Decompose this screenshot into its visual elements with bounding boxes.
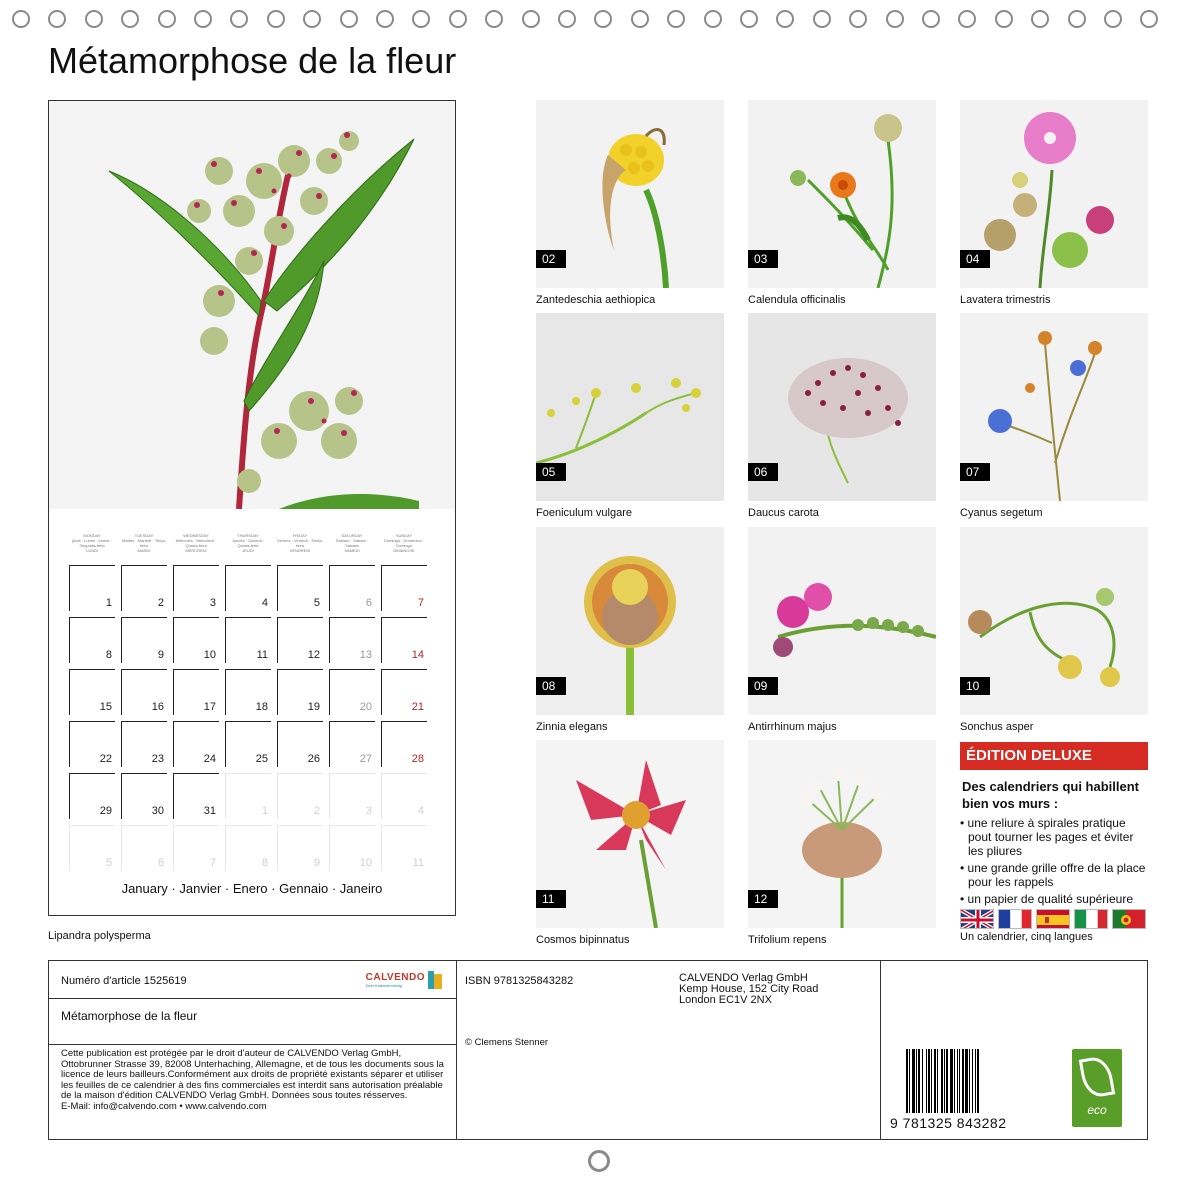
calendar-day-cell xyxy=(173,825,219,871)
contact-text: E-Mail: info@calvendo.com • www.calvendo.com xyxy=(61,1100,267,1112)
thumbnail-photo xyxy=(748,100,936,288)
calendar-day-cell xyxy=(173,565,219,611)
thumbnail-photo xyxy=(960,313,1148,501)
calendar-day-cell xyxy=(69,721,115,767)
spiral-ring-icon xyxy=(12,10,30,28)
italy-flag-icon xyxy=(1074,909,1108,929)
weekday-saturday: SATURDAY Sábado · Sabato · Sábado SAMEDI xyxy=(335,533,369,553)
calendar-day-cell xyxy=(121,721,167,767)
spiral-ring-icon xyxy=(740,10,758,28)
spiral-ring-icon xyxy=(522,10,540,28)
calendar-day-number: 27 xyxy=(359,753,372,765)
calendar-day-number: 2 xyxy=(157,597,164,609)
deluxe-band: ÉDITION DELUXE xyxy=(960,742,1148,770)
calendar-day-number: 7 xyxy=(417,597,424,609)
calendar-day-number: 3 xyxy=(365,805,372,817)
thumbnail-10 xyxy=(960,527,1148,733)
calendar-day-cell xyxy=(121,825,167,871)
calendar-day-number: 11 xyxy=(256,649,268,661)
spiral-ring-icon xyxy=(48,10,66,28)
calendar-day-cell xyxy=(225,721,271,767)
calendar-day-cell xyxy=(381,669,427,715)
calendar-day-number: 22 xyxy=(99,753,112,765)
thumbnail-03 xyxy=(748,100,936,306)
calendar-day-number: 17 xyxy=(203,701,216,713)
thumbnail-photo xyxy=(536,313,724,501)
weekday-headers xyxy=(69,533,431,553)
thumbnail-label: Zantedeschia aethiopica xyxy=(536,294,656,306)
calendar-day-cell xyxy=(173,773,219,819)
photo-copyright: © Clemens Stenner xyxy=(465,1037,549,1048)
thumbnail-label: Cyanus segetum xyxy=(960,507,1043,519)
calendar-day-number: 10 xyxy=(359,857,372,869)
calendar-day-number: 10 xyxy=(203,649,216,661)
uk-flag-icon xyxy=(960,909,994,929)
calendar-day-cell xyxy=(381,721,427,767)
calendar-day-cell xyxy=(329,721,375,767)
month-badge: 08 xyxy=(536,677,566,695)
calendar-day-number: 29 xyxy=(99,805,112,817)
legal-notice xyxy=(49,1045,456,1116)
deluxe-lead: Des calendriers qui habillent bien vos murs : xyxy=(962,779,1139,811)
calendar-day-number: 4 xyxy=(261,597,268,609)
spiral-ring-icon xyxy=(376,10,394,28)
month-badge: 06 xyxy=(748,463,778,481)
footer-publisher-column xyxy=(457,961,881,1139)
spiral-ring-icon xyxy=(995,10,1013,28)
calendar-day-number: 8 xyxy=(261,857,268,869)
month-label: January · Janvier · Enero · Gennaio · Janeiro xyxy=(121,881,383,896)
calendar-day-number: 24 xyxy=(203,753,216,765)
calendar-day-number: 12 xyxy=(307,649,320,661)
calendar-day-cell xyxy=(121,565,167,611)
isbn: ISBN 9781325843282 xyxy=(465,975,574,987)
month-calendar xyxy=(69,533,431,871)
calendar-day-cell xyxy=(381,617,427,663)
month-badge: 04 xyxy=(960,250,990,268)
spiral-ring-icon xyxy=(85,10,103,28)
spiral-ring-icon xyxy=(267,10,285,28)
calendar-day-number: 2 xyxy=(313,805,320,817)
thumbnail-label: Calendula officinalis xyxy=(748,294,846,306)
spiral-ring-icon xyxy=(849,10,867,28)
weekday-wednesday: WEDNESDAY Miércoles · Mercoledì · Quarta-feira MERCREDI xyxy=(175,533,217,553)
thumbnail-photo xyxy=(960,100,1148,288)
spiral-binding xyxy=(12,10,1188,30)
eco-label: eco xyxy=(1087,1103,1107,1117)
thumbnail-label: Sonchus asper xyxy=(960,721,1034,733)
month-badge: 03 xyxy=(748,250,778,268)
calendar-day-number: 18 xyxy=(255,701,268,713)
thumbnail-label: Lavatera trimestris xyxy=(960,294,1051,306)
calendar-day-cell xyxy=(329,825,375,871)
cover-sheet xyxy=(48,100,456,916)
spiral-ring-icon xyxy=(558,10,576,28)
portugal-flag-icon xyxy=(1112,909,1146,929)
spain-flag-icon xyxy=(1036,909,1070,929)
calendar-day-cell xyxy=(277,617,323,663)
spiral-ring-icon xyxy=(1031,10,1049,28)
calendar-day-cell xyxy=(173,721,219,767)
calendar-day-cell xyxy=(329,617,375,663)
spiral-ring-icon xyxy=(194,10,212,28)
thumbnail-08 xyxy=(536,527,724,733)
spiral-ring-icon xyxy=(886,10,904,28)
calendar-day-number: 21 xyxy=(411,701,424,713)
thumbnail-photo xyxy=(536,740,724,928)
isbn-barcode xyxy=(890,1049,1034,1131)
month-badge: 10 xyxy=(960,677,990,695)
calendar-day-cell xyxy=(277,669,323,715)
thumbnail-photo xyxy=(536,527,724,715)
calendar-day-cell xyxy=(121,773,167,819)
spiral-ring-icon xyxy=(922,10,940,28)
calendar-day-number: 7 xyxy=(209,857,216,869)
calendar-day-number: 9 xyxy=(313,857,320,869)
spiral-ring-icon xyxy=(121,10,139,28)
page-title: Métamorphose de la fleur xyxy=(48,40,457,81)
weekday-tuesday: TUESDAY Martes · Martedì · Terça-feira MARDI xyxy=(122,533,166,553)
thumbnail-photo xyxy=(748,740,936,928)
calendar-day-number: 15 xyxy=(99,701,112,713)
calendar-day-cell xyxy=(277,825,323,871)
deluxe-tagline: Un calendrier, cinq langues xyxy=(960,931,1093,943)
calendar-day-cell xyxy=(69,773,115,819)
spiral-ring-icon xyxy=(594,10,612,28)
month-badge: 02 xyxy=(536,250,566,268)
spiral-ring-icon xyxy=(667,10,685,28)
calendar-day-number: 16 xyxy=(151,701,164,713)
thumbnail-label: Zinnia elegans xyxy=(536,721,608,733)
calendar-day-number: 14 xyxy=(411,649,424,661)
leaf-icon xyxy=(1079,1055,1115,1100)
spiral-ring-icon xyxy=(1140,10,1158,28)
calendar-day-cell xyxy=(225,565,271,611)
thumbnail-label: Cosmos bipinnatus xyxy=(536,934,630,946)
calendar-day-cell xyxy=(381,565,427,611)
publisher-address: CALVENDO Verlag GmbH Kemp House, 152 City Road London EC1V 2NX xyxy=(679,972,819,1006)
thumbnail-11 xyxy=(536,740,724,946)
calendar-day-cell xyxy=(225,617,271,663)
thumbnail-label: Trifolium repens xyxy=(748,934,827,946)
calendar-day-cell xyxy=(329,773,375,819)
calendar-day-cell xyxy=(69,825,115,871)
footer-barcode-column xyxy=(881,961,1147,1139)
plant-illustration xyxy=(49,101,455,509)
calendar-day-cell xyxy=(225,669,271,715)
thumbnail-label: Daucus carota xyxy=(748,507,819,519)
france-flag-icon xyxy=(998,909,1032,929)
calendar-day-number: 28 xyxy=(411,753,424,765)
calendar-day-number: 30 xyxy=(151,805,164,817)
thumbnail-photo xyxy=(536,100,724,288)
calendar-day-cell xyxy=(121,617,167,663)
calendar-day-cell xyxy=(329,669,375,715)
hanger-hole-icon xyxy=(588,1150,610,1172)
barcode-number: 9 781325 843282 xyxy=(890,1115,1007,1131)
deluxe-feature: • un papier de qualité supérieure xyxy=(960,892,1133,906)
calendar-day-cell xyxy=(173,669,219,715)
thumbnail-photo xyxy=(748,313,936,501)
calvendo-logo-text: CALVENDO xyxy=(365,972,425,983)
article-row xyxy=(49,961,456,999)
spiral-ring-icon xyxy=(303,10,321,28)
calendar-day-number: 11 xyxy=(412,857,424,869)
spiral-ring-icon xyxy=(340,10,358,28)
thumbnail-photo xyxy=(748,527,936,715)
spiral-ring-icon xyxy=(1104,10,1122,28)
calendar-day-number: 5 xyxy=(313,597,320,609)
calendar-day-number: 23 xyxy=(151,753,164,765)
calendar-day-number: 5 xyxy=(105,857,112,869)
calendar-day-number: 26 xyxy=(307,753,320,765)
thumbnail-05 xyxy=(536,313,724,519)
spiral-ring-icon xyxy=(449,10,467,28)
calendar-day-number: 19 xyxy=(307,701,320,713)
spiral-ring-icon xyxy=(230,10,248,28)
spiral-ring-icon xyxy=(704,10,722,28)
calendar-day-cell xyxy=(277,721,323,767)
calvendo-mark-icon xyxy=(428,971,442,989)
spiral-ring-icon xyxy=(1068,10,1086,28)
calendar-day-number: 3 xyxy=(209,597,216,609)
weekday-sunday: SUNDAY Domingo · Domenica · Domingo DIMANCHE xyxy=(383,533,424,553)
thumbnail-12 xyxy=(748,740,936,946)
thumbnail-06 xyxy=(748,313,936,519)
spiral-ring-icon xyxy=(631,10,649,28)
month-badge: 12 xyxy=(748,890,778,908)
calendar-day-number: 9 xyxy=(157,649,164,661)
spiral-ring-icon xyxy=(776,10,794,28)
calendar-day-cell xyxy=(69,669,115,715)
deluxe-features xyxy=(960,816,1148,906)
calendar-day-number: 8 xyxy=(105,649,112,661)
calendar-day-number: 6 xyxy=(365,597,372,609)
footer-info-column xyxy=(49,961,457,1139)
spiral-ring-icon xyxy=(412,10,430,28)
thumbnail-label: Antirrhinum majus xyxy=(748,721,837,733)
spiral-ring-icon xyxy=(158,10,176,28)
deluxe-edition-box xyxy=(960,742,1148,943)
calendar-day-number: 31 xyxy=(203,805,216,817)
weekday-thursday: THURSDAY Jueves · Giovedì · Quinta-feira JEUDI xyxy=(231,533,265,553)
barcode-bars xyxy=(906,1049,1034,1113)
article-number: Numéro d'article 1525619 xyxy=(61,975,187,987)
calendar-day-number: 4 xyxy=(417,805,424,817)
weekday-monday: MONDAY jeudi · Lunes · lunedì · Segunda-feira LUNDI xyxy=(72,533,112,553)
calendar-day-number: 25 xyxy=(255,753,268,765)
calendar-day-cell xyxy=(329,565,375,611)
spiral-ring-icon xyxy=(485,10,503,28)
back-cover-footer xyxy=(48,960,1148,1140)
eco-badge xyxy=(1072,1049,1122,1127)
calendar-day-number: 20 xyxy=(359,701,372,713)
calendar-day-cell xyxy=(225,773,271,819)
spiral-ring-icon xyxy=(813,10,831,28)
calendar-day-cell xyxy=(381,825,427,871)
calendar-day-number: 6 xyxy=(157,857,164,869)
calendar-day-cell xyxy=(173,617,219,663)
month-badge: 09 xyxy=(748,677,778,695)
calendar-day-number: 13 xyxy=(359,649,372,661)
month-badge: 11 xyxy=(536,890,566,908)
language-flags xyxy=(960,909,1148,929)
weekday-friday: FRIDAY Viernes · Venerdì · Sexta-feira VENDREDI xyxy=(277,533,323,553)
day-grid xyxy=(69,565,431,871)
thumbnail-09 xyxy=(748,527,936,733)
thumbnail-photo xyxy=(960,527,1148,715)
thumbnail-07 xyxy=(960,313,1148,519)
calendar-day-cell xyxy=(277,773,323,819)
cover-photo xyxy=(49,101,455,509)
calendar-day-cell xyxy=(381,773,427,819)
month-badge: 05 xyxy=(536,463,566,481)
calendar-day-cell xyxy=(121,669,167,715)
thumbnail-label: Foeniculum vulgare xyxy=(536,507,632,519)
calvendo-logo-subtext: Dein Kalenderverlag xyxy=(365,983,402,988)
month-badge: 07 xyxy=(960,463,990,481)
cover-caption: Lipandra polysperma xyxy=(48,930,151,942)
legal-text: Cette publication est protégée par le droit d'auteur de CALVENDO Verlag GmbH, Ottobrunner Strasse 39, 82008 Unterhaching, Allemagne, et de tous les documents sous la licence de leurs bailleurs.Conformément aux droits de propriété existants séparer et utiliser les feuilles de ce calendrier à des fins commerciales est interdit sans autorisation préalable de la maison d'édition CALVENDO Verlag GmbH. Données sous toutes résserves. xyxy=(61,1048,444,1101)
deluxe-feature: • une reliure à spirales pratique pout tourner les pages et éviter les pliures xyxy=(960,816,1134,858)
deluxe-feature: • une grande grille offre de la place pour les rappels xyxy=(960,861,1146,889)
thumbnail-04 xyxy=(960,100,1148,306)
calendar-day-cell xyxy=(277,565,323,611)
footer-title: Métamorphose de la fleur xyxy=(49,999,456,1045)
calvendo-logo xyxy=(366,971,442,989)
thumbnail-02 xyxy=(536,100,724,306)
calendar-day-number: 1 xyxy=(105,597,112,609)
spiral-ring-icon xyxy=(958,10,976,28)
calendar-day-cell xyxy=(69,565,115,611)
calendar-day-cell xyxy=(69,617,115,663)
calendar-day-number: 1 xyxy=(261,805,268,817)
calendar-day-cell xyxy=(225,825,271,871)
